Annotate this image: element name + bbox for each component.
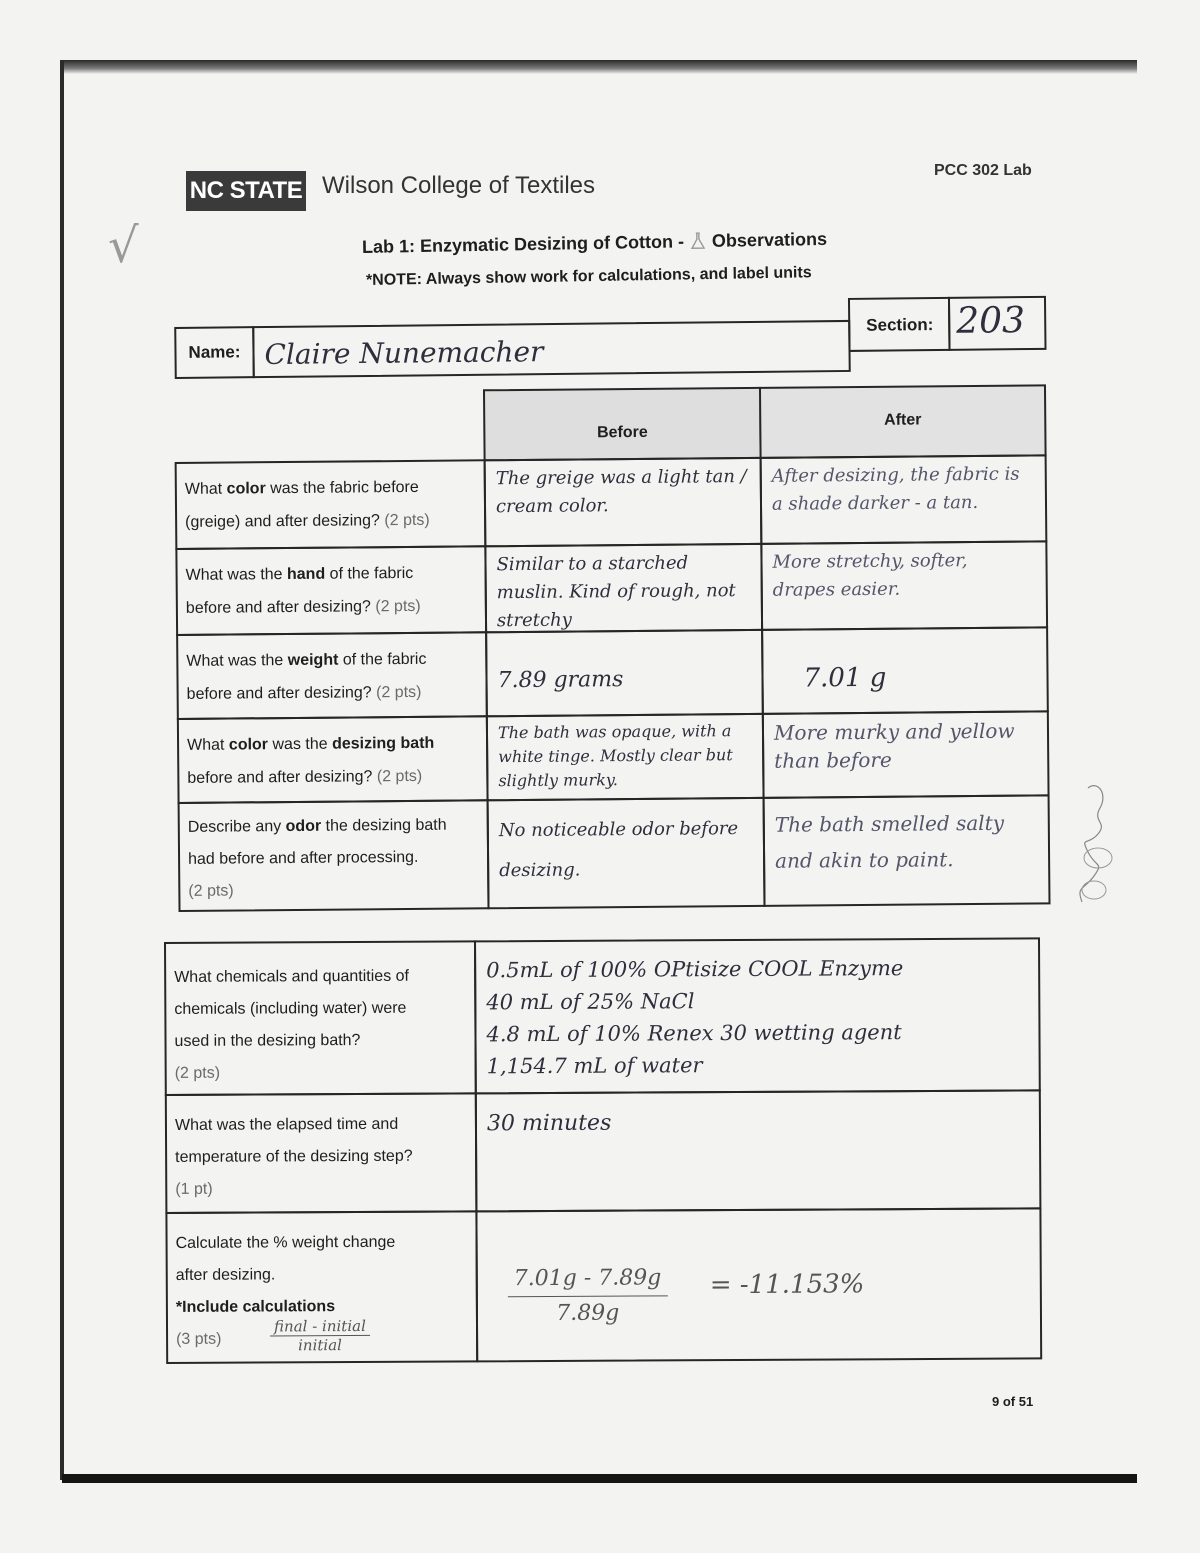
scan-edge-bottom: [62, 1474, 1137, 1483]
formula-note: final - initial initial: [270, 1317, 370, 1355]
answer-color-fabric-before[interactable]: The greige was a light tan / cream color.: [484, 457, 763, 547]
calc-result: = -11.153%: [709, 1269, 865, 1301]
details-table: [164, 937, 1042, 1364]
lab-title: [362, 229, 827, 258]
title-suffix: Observations: [711, 228, 828, 251]
question-time-temp: What was the elapsed time and temperature of the desizing step? (1 pt): [165, 1092, 478, 1214]
ncstate-logo: NC STATE: [186, 171, 306, 211]
before-header: Before: [596, 423, 648, 442]
flask-icon: [690, 232, 706, 250]
answer-weight-after[interactable]: 7.01 g: [761, 626, 1049, 715]
question-hand: What was the hand of the fabric before and after desizing? (2 pts): [175, 545, 487, 636]
grader-check-mark: √: [108, 218, 139, 274]
section-label-cell: [848, 297, 951, 352]
scan-shadow-top: [62, 60, 1137, 74]
after-header: After: [884, 411, 922, 429]
title-prefix: Lab 1: Enzymatic Desizing of Cotton -: [361, 231, 685, 257]
question-odor: Describe any odor the desizing bath had before and after processing. (2 pts): [178, 799, 490, 912]
name-label-cell: [174, 326, 255, 379]
name-label: Name:: [188, 342, 241, 362]
section-label: Section:: [866, 315, 934, 335]
page-number: 9 of 51: [992, 1394, 1034, 1409]
chemical-line: 1,154.7 mL of water: [486, 1053, 703, 1079]
section-value: 203: [955, 300, 1026, 342]
course-label: PCC 302 Lab: [934, 162, 1032, 179]
chemical-line: 0.5mL of 100% OPtisize COOL Enzyme: [486, 956, 904, 983]
answer-bath-color-before[interactable]: The bath was opaque, with a white tinge. Mostly clear but slightly murky.: [486, 713, 765, 801]
before-header-cell: [483, 387, 762, 461]
answer-weight-change[interactable]: [475, 1207, 1042, 1362]
answer-odor-after[interactable]: The bath smelled salty and akin to paint.: [763, 794, 1051, 907]
chemical-line: 4.8 mL of 10% Renex 30 wetting agent: [486, 1020, 902, 1047]
name-value: Claire Nunemacher: [264, 335, 544, 372]
name-section-row: [174, 296, 1047, 379]
name-field[interactable]: [252, 320, 851, 378]
margin-doodle: [1068, 778, 1128, 918]
question-color-fabric: What color was the fabric before (greige) and after desizing? (2 pts): [175, 459, 487, 550]
scan-edge-left: [60, 60, 64, 1480]
question-weight-change: Calculate the % weight change after desizing. *Include calculations (3 pts) final - initial initial: [165, 1210, 478, 1364]
answer-color-fabric-after[interactable]: After desizing, the fabric is a shade darker - a tan.: [760, 454, 1048, 545]
question-chemicals: What chemicals and quantities of chemicals (including water) were used in the desizing bath? (2 pts): [164, 940, 477, 1096]
question-weight: What was the weight of the fabric before and after desizing? (2 pts): [176, 631, 488, 720]
answer-weight-before[interactable]: 7.89 grams: [485, 629, 764, 717]
calc-fraction: 7.01g - 7.89g 7.89g: [508, 1261, 668, 1331]
answer-odor-before[interactable]: No noticeable odor before desizing.: [487, 797, 766, 909]
answer-time-temp[interactable]: [475, 1089, 1042, 1212]
section-field[interactable]: [948, 296, 1047, 351]
chemical-line: 40 mL of 25% NaCl: [486, 989, 695, 1015]
answer-bath-color-after[interactable]: More murky and yellow than before: [762, 710, 1050, 799]
calc-note: *NOTE: Always show work for calculations, and label units: [365, 264, 812, 289]
answer-hand-after[interactable]: More stretchy, softer, drapes easier.: [760, 540, 1048, 631]
college-name: Wilson College of Textiles: [322, 172, 596, 199]
observations-table: [174, 384, 1051, 912]
question-bath-color: What color was the desizing bath before and after desizing? (2 pts): [177, 715, 489, 804]
after-header-cell: [759, 384, 1047, 459]
answer-hand-before[interactable]: Similar to a starched muslin. Kind of rough, not stretchy: [484, 543, 763, 633]
answer-chemicals[interactable]: [474, 937, 1041, 1094]
time-value: 30 minutes: [486, 1110, 612, 1137]
